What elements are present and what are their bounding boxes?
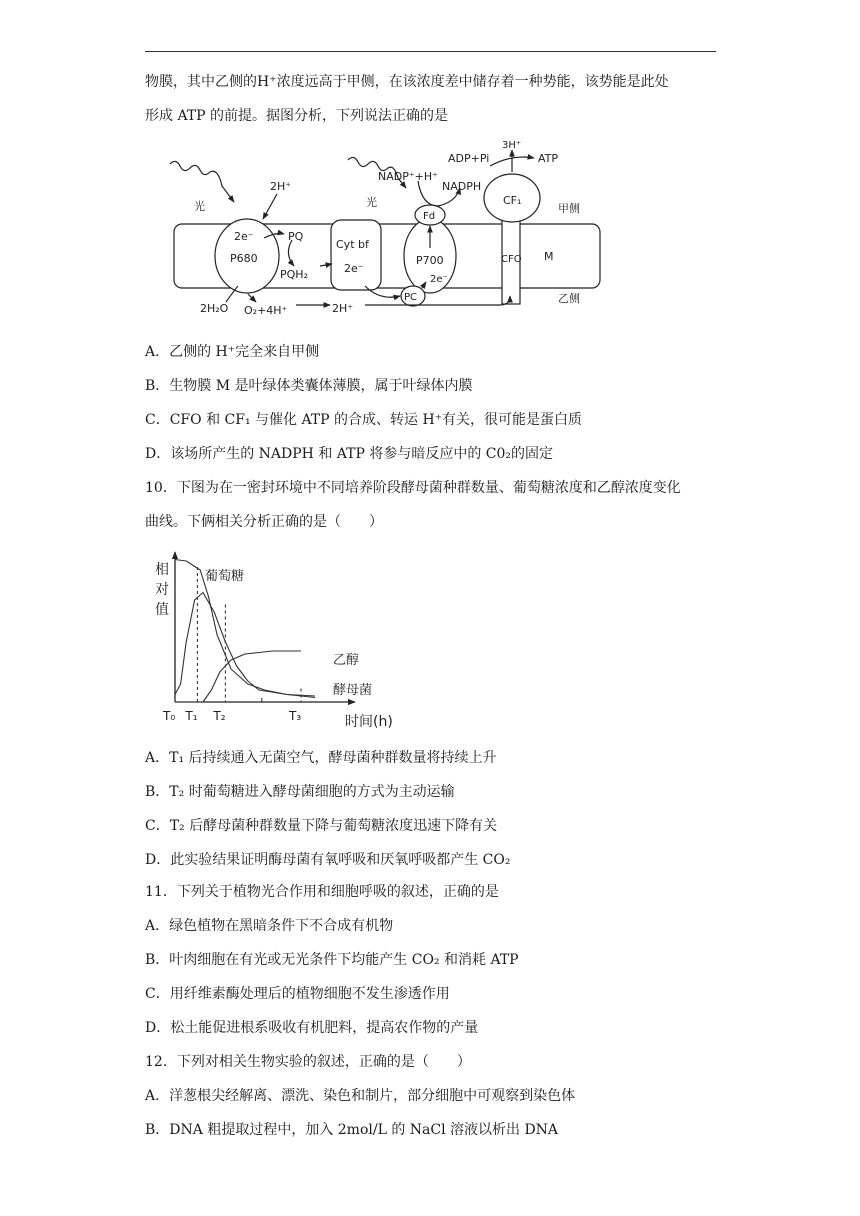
question-text: 12．下列对相关生物实验的叙述，正确的是（ ） — [145, 1054, 471, 1070]
question-text: 曲线。下俩相关分析正确的是（ ） — [145, 514, 383, 530]
option-text: D．此实验结果证明酶母菌有氧呼吸和厌氧呼吸都产生 CO₂ — [145, 852, 511, 868]
option-text: B．叶肉细胞在有光或无光条件下均能产生 CO₂ 和消耗 ATP — [145, 952, 519, 968]
option-text: C．用纤维素酶处理后的植物细胞不发生渗透作用 — [145, 986, 450, 1002]
adp-label: ADP+Pi — [448, 152, 490, 165]
x-tick-label: T₂ — [213, 709, 226, 723]
x-axis-label: 时间(h) — [345, 714, 393, 730]
pqh2-label: PQH₂ — [280, 268, 308, 281]
nadp-label: NADP⁺+H⁺ — [378, 170, 438, 183]
side-jia-label: 甲侧 — [558, 202, 580, 215]
cytbf-label: Cyt bf — [336, 238, 369, 251]
option-text: B．T₂ 时葡萄糖进入酵母菌细胞的方式为主动运输 — [145, 784, 455, 800]
pc-label: PC — [404, 292, 418, 303]
x-tick-label: T₀ — [163, 709, 176, 723]
series-line — [175, 651, 301, 702]
option-text: C．CFO 和 CF₁ 与催化 ATP 的合成、转运 H⁺有关，很可能是蛋白质 — [145, 412, 583, 428]
x-tick-label: T₁ — [185, 709, 198, 723]
h-plus-label: 2H⁺ — [332, 302, 354, 315]
series-line — [175, 560, 315, 697]
text-line: 形成 ATP 的前提。据图分析，下列说法正确的是 — [145, 108, 449, 124]
yeast-chart — [155, 548, 405, 732]
side-yi-label: 乙侧 — [558, 292, 580, 305]
p700-label: P700 — [416, 254, 444, 267]
light-arrow-1 — [170, 161, 234, 202]
header-rule — [145, 51, 716, 52]
light-label: 光 — [194, 200, 205, 213]
water-label: 2H₂O — [200, 302, 229, 315]
series-label: 葡萄糖 — [205, 569, 245, 584]
option-text: A．洋葱根尖经解离、漂洗、染色和制片，部分细胞中可观察到染色体 — [145, 1088, 576, 1104]
membrane-label: M — [544, 250, 554, 263]
option-text: D．松土能促进根系吸收有机肥料，提高农作物的产量 — [145, 1020, 479, 1036]
electron-label: 2e⁻ — [234, 230, 254, 243]
y-axis-label-char: 值 — [155, 602, 169, 618]
question-text: 11．下列关于植物光合作用和细胞呼吸的叙述，正确的是 — [145, 884, 499, 900]
option-text: A．乙侧的 H⁺完全来自甲侧 — [145, 344, 320, 360]
electron-label: 2e⁻ — [344, 262, 364, 275]
option-text: C．T₂ 后酵母菌种群数量下降与葡萄糖浓度迅速下降有关 — [145, 818, 498, 834]
oxygen-label: O₂+4H⁺ — [244, 304, 288, 317]
series-label: 乙醇 — [333, 653, 360, 668]
electron-label: 2e⁻ — [430, 274, 448, 285]
p680-label: P680 — [230, 252, 258, 265]
atp-label: ATP — [538, 152, 559, 165]
h-plus-label: 2H⁺ — [270, 180, 292, 193]
pq-label: PQ — [288, 230, 304, 243]
option-text: A．绿色植物在黑暗条件下不合成有机物 — [145, 918, 394, 934]
cf1-label: CF₁ — [503, 194, 522, 207]
x-tick-label: T₃ — [289, 709, 302, 723]
question-text: 10．下图为在一密封环境中不同培养阶段酵母菌种群数量、葡萄糖浓度和乙醇浓度变化 — [145, 480, 681, 496]
h-plus-label: 3H⁺ — [502, 140, 522, 151]
y-axis-label-char: 相 — [155, 562, 169, 578]
light-label: 光 — [366, 196, 377, 209]
cfo-label: CFO — [501, 254, 522, 265]
y-axis-label-char: 对 — [155, 582, 169, 598]
thylakoid-diagram — [160, 136, 605, 322]
option-text: B．生物膜 M 是叶绿体类囊体薄膜，属于叶绿体内膜 — [145, 378, 473, 394]
fd-label: Fd — [423, 211, 436, 222]
cytbf-complex — [331, 220, 381, 290]
option-text: A．T₁ 后持续通入无菌空气，酵母菌种群数量将持续上升 — [145, 750, 497, 766]
text-line: 物膜，其中乙侧的H⁺浓度远高于甲侧，在该浓度差中储存着一种势能，该势能是此处 — [145, 74, 669, 90]
option-text: B．DNA 粗提取过程中，加入 2mol/L 的 NaCl 溶液以析出 DNA — [145, 1122, 559, 1138]
option-text: D．该场所产生的 NADPH 和 ATP 将参与暗反应中的 C0₂的固定 — [145, 446, 554, 462]
nadph-label: NADPH — [442, 180, 482, 193]
series-label: 酵母菌 — [333, 683, 373, 698]
